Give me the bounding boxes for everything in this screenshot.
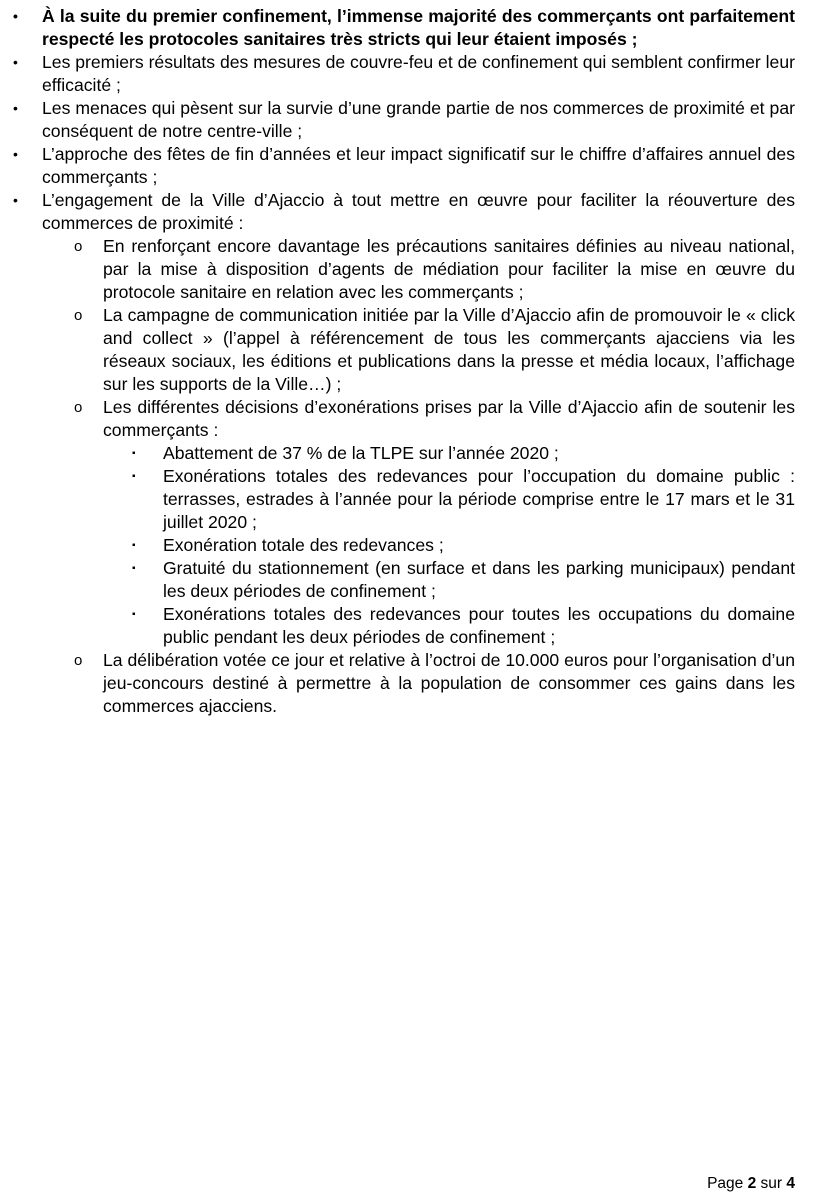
list-item-text: À la suite du premier confinement, l’immense majorité des commerçants ont parfaitement respecté les protocoles sanitaires très stricts qui leur étaient imposés ; — [42, 6, 795, 49]
sub-sub-list-item-text: Exonérations totales des redevances pour toutes les occupations du domaine public pendant les deux périodes de confinement ; — [163, 604, 795, 647]
list-item — [0, 51, 825, 97]
page-label: Page — [707, 1175, 744, 1192]
bullet-marker: • — [13, 100, 18, 116]
list-item-text: L’approche des fêtes de fin d’années et leur impact significatif sur le chiffre d’affaires annuel des commerçants ; — [42, 144, 795, 187]
page-number — [707, 1174, 795, 1194]
square-bullet-marker: ▪ — [132, 448, 136, 459]
list-item-text: L’engagement de la Ville d’Ajaccio à tout mettre en œuvre pour faciliter la réouverture des commerces de proximité : — [42, 190, 795, 233]
square-bullet-marker: ▪ — [132, 540, 136, 551]
bullet-marker: • — [13, 8, 18, 24]
circle-bullet-marker: o — [74, 238, 83, 255]
sub-list-item-text: En renforçant encore davantage les précautions sanitaires définies au niveau national, par la mise à disposition d’agents de médiation pour faciliter la mise en œuvre du protocole sanitaire en relation avec les commerçants ; — [103, 236, 795, 302]
list-item — [0, 5, 825, 51]
current-page: 2 — [747, 1175, 757, 1192]
square-bullet-marker: ▪ — [132, 609, 136, 620]
total-pages: 4 — [786, 1175, 795, 1192]
page-separator: sur — [760, 1175, 783, 1192]
square-bullet-marker: ▪ — [132, 471, 136, 482]
bullet-list — [0, 5, 825, 718]
sub-list-item — [0, 235, 825, 304]
list-item-text: Les menaces qui pèsent sur la survie d’une grande partie de nos commerces de proximité et par conséquent de notre centre-ville ; — [42, 98, 795, 141]
sub-list-item — [0, 304, 825, 396]
bullet-marker: • — [13, 146, 18, 162]
circle-bullet-marker: o — [74, 307, 83, 324]
sub-sub-list-item — [0, 442, 825, 465]
sub-sub-list-item — [0, 465, 825, 534]
sub-list-item — [0, 396, 825, 442]
list-item — [0, 97, 825, 143]
circle-bullet-marker: o — [74, 399, 83, 416]
sub-list-item-text: La campagne de communication initiée par la Ville d’Ajaccio afin de promouvoir le « click and collect » (l’appel à référencement de tous les commerçants ajacciens via les réseaux sociaux, les éditions et publications dans la presse et média locaux, l’affichage sur les supports de la Ville…) ; — [103, 305, 795, 394]
list-item — [0, 143, 825, 189]
square-bullet-marker: ▪ — [132, 563, 136, 574]
sub-list-item-text: La délibération votée ce jour et relative à l’octroi de 10.000 euros pour l’organisation d’un jeu-concours destiné à permettre à la population de consommer ces gains dans les commerces ajacciens. — [103, 650, 795, 716]
sub-list-item-text: Les différentes décisions d’exonérations prises par la Ville d’Ajaccio afin de soutenir les commerçants : — [103, 397, 795, 440]
sub-sub-list-item-text: Exonération totale des redevances ; — [163, 535, 444, 555]
list-item-text: Les premiers résultats des mesures de couvre-feu et de confinement qui semblent confirmer leur efficacité ; — [42, 52, 795, 95]
circle-bullet-marker: o — [74, 652, 83, 669]
sub-sub-list-item-text: Gratuité du stationnement (en surface et dans les parking municipaux) pendant les deux périodes de confinement ; — [163, 558, 795, 601]
bullet-marker: • — [13, 192, 18, 208]
sub-sub-list-item — [0, 557, 825, 603]
list-item — [0, 189, 825, 235]
bullet-marker: • — [13, 54, 18, 70]
sub-list-item — [0, 649, 825, 718]
sub-sub-list-item-text: Abattement de 37 % de la TLPE sur l’année 2020 ; — [163, 443, 559, 463]
sub-sub-list-item-text: Exonérations totales des redevances pour l’occupation du domaine public : terrasses, estrades à l’année pour la période comprise entre le 17 mars et le 31 juillet 2020 ; — [163, 466, 795, 532]
sub-sub-list-item — [0, 534, 825, 557]
sub-sub-list-item — [0, 603, 825, 649]
